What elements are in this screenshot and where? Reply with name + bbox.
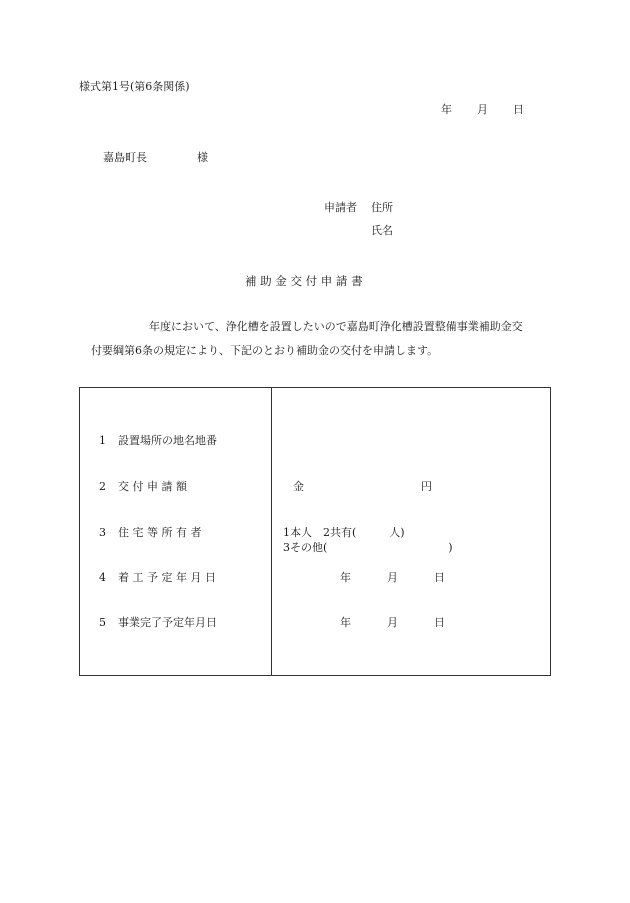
addressee-name: 嘉島町長 bbox=[103, 151, 147, 164]
addressee-honorific: 様 bbox=[197, 151, 208, 164]
row-5-year-label: 年 bbox=[340, 616, 351, 629]
row-5-month-label: 月 bbox=[387, 616, 398, 629]
body-line-2: 付要綱第6条の規定により、下記のとおり補助金の交付を申請します。 bbox=[91, 344, 439, 357]
date-day-label: 日 bbox=[513, 103, 524, 116]
row-2-label: 交 付 申 請 額 bbox=[118, 480, 187, 493]
form-number: 様式第1号(第6条関係) bbox=[79, 80, 190, 93]
row-4-year-label: 年 bbox=[340, 571, 351, 584]
row-5-day-label: 日 bbox=[434, 616, 445, 629]
row-5-number: 5 bbox=[99, 616, 106, 629]
row-2-value-suffix: 円 bbox=[421, 480, 432, 493]
date-month-label: 月 bbox=[477, 103, 488, 116]
row-3-label: 住 宅 等 所 有 者 bbox=[118, 526, 202, 539]
body-line-1: 年度において、浄化槽を設置したいので嘉島町浄化槽設置整備事業補助金交 bbox=[149, 320, 523, 333]
applicant-role-label: 申請者 bbox=[324, 201, 357, 214]
row-3-value-line-1: 1本人 2共有( 人) bbox=[283, 526, 405, 539]
date-year-label: 年 bbox=[441, 103, 452, 116]
row-3-value-line-2: 3その他( ) bbox=[283, 541, 453, 554]
row-4-label: 着 工 予 定 年 月 日 bbox=[118, 571, 216, 584]
applicant-name-label: 氏名 bbox=[371, 224, 393, 237]
row-4-number: 4 bbox=[99, 571, 106, 584]
row-1-number: 1 bbox=[99, 434, 106, 447]
row-5-label: 事業完了予定年月日 bbox=[118, 616, 217, 629]
table-column-divider bbox=[271, 388, 272, 675]
row-4-month-label: 月 bbox=[387, 571, 398, 584]
applicant-address-label: 住所 bbox=[371, 201, 393, 214]
row-4-day-label: 日 bbox=[434, 571, 445, 584]
row-3-number: 3 bbox=[99, 526, 106, 539]
document-title: 補 助 金 交 付 申 請 書 bbox=[245, 274, 363, 288]
row-1-label: 設置場所の地名地番 bbox=[118, 434, 217, 447]
row-2-number: 2 bbox=[99, 480, 106, 493]
row-2-value-prefix: 金 bbox=[293, 480, 304, 493]
